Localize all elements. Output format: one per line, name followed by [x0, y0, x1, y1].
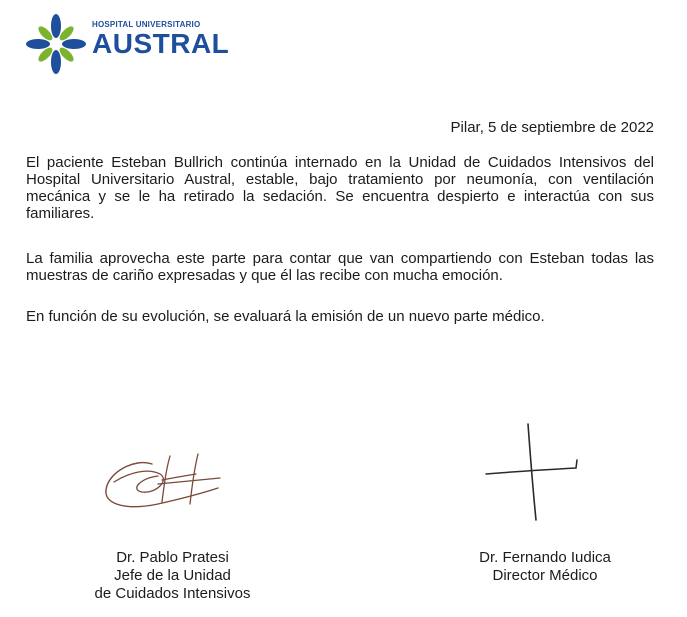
- signatory-title-line: de Cuidados Intensivos: [94, 585, 251, 602]
- logo-title: AUSTRAL: [92, 28, 230, 59]
- signatory-title-line: Director Médico: [492, 567, 598, 584]
- signatory-name: Dr. Fernando Iudica: [479, 549, 611, 566]
- signatory-name: Dr. Pablo Pratesi: [116, 549, 229, 566]
- signatory-title-line: Jefe de la Unidad: [114, 567, 231, 584]
- paragraph-next-report: En función de su evolución, se evaluará la emisión de un nuevo parte médico.: [26, 308, 545, 325]
- paragraph-status: El paciente Esteban Bullrich continúa internado en la Unidad de Cuidados Intensivos del Hospital Universitario Austral, estable, bajo tratamiento por neumonía, con ventilación mecánica y se le ha retirado la sedación. Se encuentra despierto e interactúa con sus familiares.: [26, 154, 654, 222]
- signature-iudica: [480, 420, 590, 525]
- signatory-pratesi: [60, 549, 285, 603]
- signature-pratesi: [100, 450, 225, 515]
- logo-subtitle: HOSPITAL UNIVERSITARIO: [92, 20, 201, 29]
- paragraph-family: La familia aprovecha este parte para contar que van compartiendo con Esteban todas las muestras de cariño expresadas y que él las recibe con mucha emoción.: [26, 250, 654, 284]
- dateline: Pilar, 5 de septiembre de 2022: [450, 119, 654, 136]
- flower-logo-icon: [24, 12, 88, 76]
- hospital-logo: [24, 12, 230, 76]
- signatory-iudica: [450, 549, 640, 585]
